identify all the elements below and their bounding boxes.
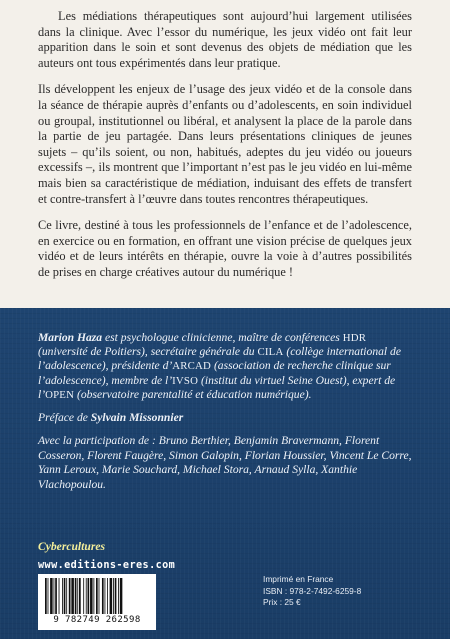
barcode-bars <box>44 578 150 614</box>
acronym-open: OPEN <box>45 388 75 401</box>
author-bio: Marion Haza est psychologue clinicienne, maître de conférences HDR (université de Poitiers), secrétaire générale du CILA (collège international de l’adolescence), présidente d’ARCAD (association de recherche clinique sur l’adolescence), membre de l’IVSO (institut du virtuel Seine Ouest), expert de l’OPEN (observatoire parentalité et éducation numérique). <box>38 331 401 401</box>
acronym-cila: CILA <box>257 346 284 359</box>
printed-in: Imprimé en France <box>263 574 334 584</box>
acronym-ivso: IVSO <box>172 374 199 387</box>
barcode <box>38 574 156 630</box>
acronym-arcad: ARCAD <box>172 360 212 373</box>
publication-info <box>263 574 361 609</box>
isbn: ISBN : 978-2-7492-6259-8 <box>263 585 362 596</box>
price: Prix : 25 € <box>263 597 301 608</box>
back-cover-blurb <box>0 0 450 308</box>
publisher-website: www.editions-eres.com <box>38 560 176 571</box>
contributors-list: Avec la participation de : Bruno Berthier, Benjamin Bravermann, Florent Cosseron, Florent Faugère, Simon Galopin, Florian Houssier, Vincent Le Corre, Yann Leroux, Marie Souchard, Michael Stora, Arnaud Sylla, Xanthie Vlachopoulou. <box>38 434 412 491</box>
author-name: Marion Haza <box>38 331 103 344</box>
barcode-number: 9 782749 262598 <box>53 615 141 625</box>
preface-author: Sylvain Missonnier <box>90 411 184 424</box>
blurb-paragraph-1: Les médiations thérapeutiques sont aujourd’hui largement utilisées dans la clinique. Avec l’essor du numérique, les jeux vidéo ont fait leur apparition dans le soin et sont devenus des objets de médiation que les auteurs ont tous expérimentés dans leur pratique. <box>38 9 412 70</box>
back-cover-info-panel <box>0 308 450 639</box>
blurb-paragraph-2: Ils développent les enjeux de l’usage des jeux vidéo et de la console dans la séance de thérapie auprès d’enfants ou d’adolescents, en soin individuel ou groupal, institutionnel ou libéral, et analysent la place de la parole dans la partie de jeu partagée. Dans leurs présentations cliniques de jeunes sujets – qu’ils soient, ou non, habitués, adeptes du jeu vidéo ou joueurs excessifs –, ils montrent que l’important n’est pas le jeu vidéo en lui-même mais bien sa caractéristique de médiation, induisant des effets de transfert et contre-transfert à l’œuvre dans toutes rencontres thérapeutiques. <box>38 82 412 206</box>
blurb-paragraph-3: Ce livre, destiné à tous les professionnels de l’enfance et de l’adolescence, en exercice ou en formation, en offrant une vision précise de quelques jeux vidéo et de leurs intérêts en thérapie, ouvre la voie à d’autres possibilités de prises en charge créatives autour du numérique ! <box>38 218 412 279</box>
acronym-hdr: HDR <box>342 332 367 344</box>
collection-name: Cybercultures <box>38 540 105 553</box>
preface-credit: Préface de Sylvain Missonnier <box>38 411 184 424</box>
